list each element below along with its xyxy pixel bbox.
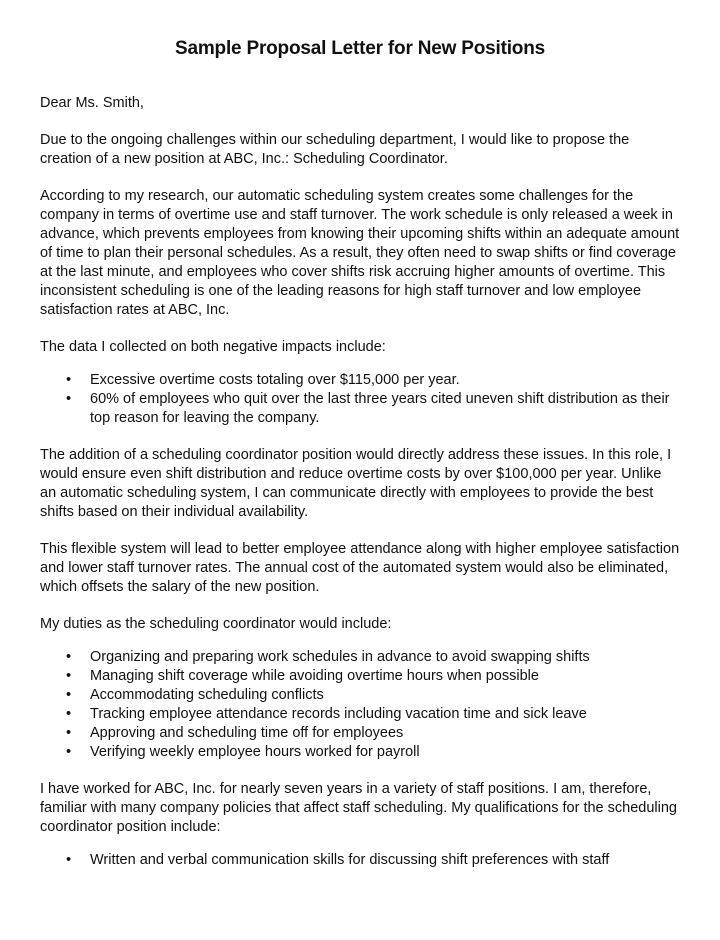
list-item-text: Approving and scheduling time off for employees <box>90 725 404 741</box>
bullet-icon: • <box>66 744 72 760</box>
bullet-icon: • <box>66 391 72 407</box>
impacts-list <box>40 371 680 428</box>
letter-title: Sample Proposal Letter for New Positions <box>175 38 545 59</box>
list-item <box>66 648 680 667</box>
list-item <box>66 686 680 705</box>
list-item-text: Managing shift coverage while avoiding overtime hours when possible <box>90 668 539 684</box>
bullet-icon: • <box>66 852 72 868</box>
list-item <box>66 851 680 870</box>
data-intro-paragraph: The data I collected on both negative impacts include: <box>40 339 386 355</box>
list-item-text: 60% of employees who quit over the last three years cited uneven shift distribution as their top reason for leaving the company. <box>90 391 670 426</box>
qualifications-list <box>40 851 680 870</box>
proposal-paragraph: The addition of a scheduling coordinator position would directly address these issues. In this role, I would ensure even shift distribution and reduce overtime costs by over $100,000 per year. Unlike an automatic scheduling system, I can communicate directly with employees to provide the best shifts based on their individual availability. <box>40 447 672 520</box>
duties-list <box>40 648 680 762</box>
bullet-icon: • <box>66 649 72 665</box>
list-item <box>66 705 680 724</box>
bullet-icon: • <box>66 668 72 684</box>
experience-paragraph: I have worked for ABC, Inc. for nearly seven years in a variety of staff positions. I am, therefore, familiar with many company policies that affect staff scheduling. My qualifications for the scheduling coordinator position include: <box>40 781 677 835</box>
intro-paragraph: Due to the ongoing challenges within our scheduling department, I would like to propose the creation of a new position at ABC, Inc.: Scheduling Coordinator. <box>40 132 630 167</box>
bullet-icon: • <box>66 687 72 703</box>
list-item <box>66 667 680 686</box>
list-item-text: Excessive overtime costs totaling over $115,000 per year. <box>90 372 460 388</box>
list-item-text: Accommodating scheduling conflicts <box>90 687 324 703</box>
list-item <box>66 371 680 390</box>
research-paragraph: According to my research, our automatic scheduling system creates some challenges for the company in terms of overtime use and staff turnover. The work schedule is only released a week in advance, which prevents employees from knowing their upcoming shifts within an adequate amount of time to plan their personal schedules. As a result, they often need to swap shifts or find coverage at the last minute, and employees who cover shifts risk accruing higher amounts of overtime. This inconsistent scheduling is one of the leading reasons for high staff turnover and low employee satisfaction rates at ABC, Inc. <box>40 188 680 318</box>
bullet-icon: • <box>66 372 72 388</box>
bullet-icon: • <box>66 725 72 741</box>
list-item <box>66 390 680 428</box>
salutation: Dear Ms. Smith, <box>40 95 144 111</box>
list-item <box>66 743 680 762</box>
list-item-text: Written and verbal communication skills for discussing shift preferences with staff <box>90 852 610 868</box>
benefits-paragraph: This flexible system will lead to better employee attendance along with higher employee satisfaction and lower staff turnover rates. The annual cost of the automated system would also be eliminated, which offsets the salary of the new position. <box>40 541 680 595</box>
list-item-text: Verifying weekly employee hours worked for payroll <box>90 744 420 760</box>
bullet-icon: • <box>66 706 72 722</box>
list-item <box>66 724 680 743</box>
list-item-text: Organizing and preparing work schedules in advance to avoid swapping shifts <box>90 649 590 665</box>
list-item-text: Tracking employee attendance records including vacation time and sick leave <box>90 706 587 722</box>
duties-intro-paragraph: My duties as the scheduling coordinator would include: <box>40 616 392 632</box>
